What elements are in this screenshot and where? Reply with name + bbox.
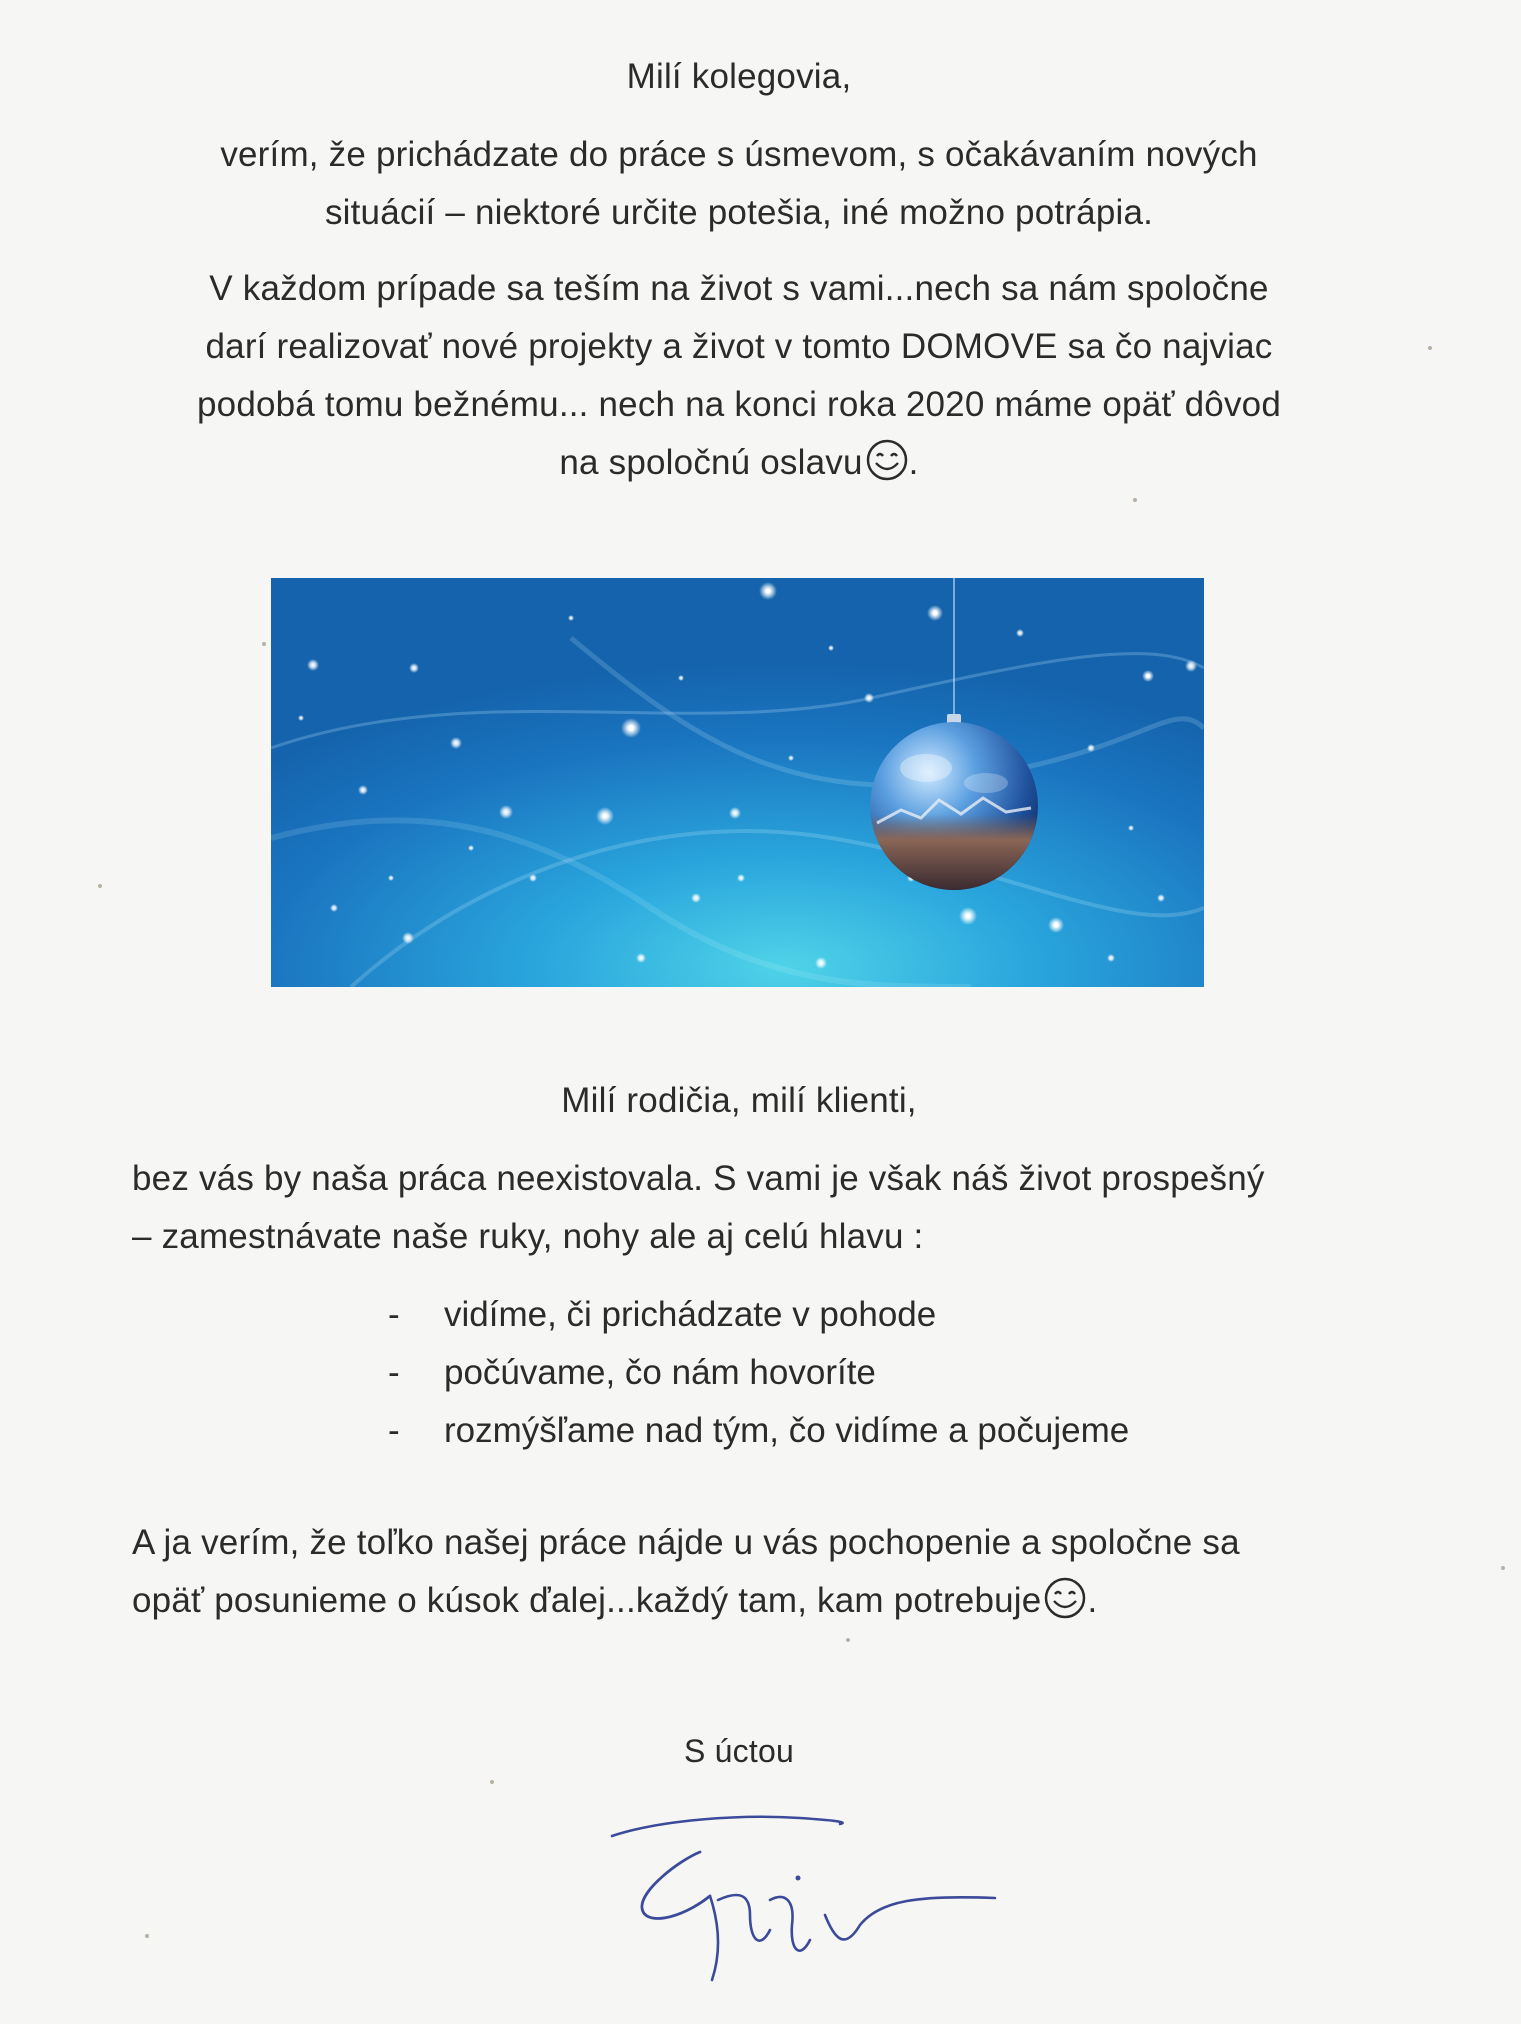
paragraph-2-line-3: podobá tomu bežnému... nech na konci roka 2020 máme opäť dôvod bbox=[196, 385, 1281, 424]
paragraph-2 bbox=[0, 260, 1478, 492]
bullet-item-text: rozmýšľame nad tým, čo vidíme a počujeme bbox=[444, 1411, 1130, 1450]
closing-text: S úctou bbox=[684, 1733, 794, 1769]
paper-speck bbox=[98, 884, 102, 888]
smiley-face-icon bbox=[1043, 1576, 1087, 1620]
paragraph-2-line-4-text: na spoločnú oslavu bbox=[559, 443, 863, 482]
greeting-colleagues: Milí kolegovia, bbox=[626, 57, 852, 96]
paragraph-3-line-2: – zamestnávate naše ruky, nohy ale aj celú hlavu : bbox=[132, 1217, 924, 1256]
paragraph-2-line-2: darí realizovať nové projekty a život v tomto DOMOVE sa čo najviac bbox=[205, 327, 1273, 366]
bullet-item bbox=[388, 1286, 1129, 1344]
paragraph-2-line-4 bbox=[0, 434, 1478, 492]
paragraph-2-period: . bbox=[908, 443, 919, 482]
christmas-ornament-image bbox=[271, 578, 1204, 987]
bullet-list bbox=[388, 1286, 1129, 1460]
paper-speck bbox=[1501, 1566, 1505, 1570]
paragraph-1 bbox=[0, 126, 1478, 242]
smiley-face-icon bbox=[865, 438, 909, 482]
paragraph-1-line-2: situácií – niektoré určite potešia, iné možno potrápia. bbox=[324, 193, 1154, 232]
handwritten-signature bbox=[600, 1800, 1020, 2000]
bullet-item bbox=[388, 1402, 1129, 1460]
paragraph-4-line-1: A ja verím, že toľko našej práce nájde u vás pochopenie a spoločne sa bbox=[132, 1523, 1240, 1562]
greeting-parents: Milí rodičia, milí klienti, bbox=[561, 1081, 917, 1120]
paper-speck bbox=[1133, 498, 1137, 502]
paragraph-4 bbox=[132, 1514, 1352, 1630]
paragraph-4-line-2 bbox=[132, 1572, 1352, 1630]
bullet-item-text: vidíme, či prichádzate v pohode bbox=[444, 1295, 937, 1334]
starry-sky-ornament-picture bbox=[271, 578, 1204, 987]
paragraph-4-line-2-text: opäť posunieme o kúsok ďalej...každý tam, kam potrebuje bbox=[132, 1581, 1042, 1620]
bullet-item-text: počúvame, čo nám hovoríte bbox=[444, 1353, 876, 1392]
paper-speck bbox=[490, 1780, 494, 1784]
paper-speck bbox=[846, 1638, 850, 1642]
paper-speck bbox=[1428, 346, 1432, 350]
paper-speck bbox=[262, 642, 266, 646]
paragraph-3-line-1: bez vás by naša práca neexistovala. S vami je však náš život prospešný bbox=[132, 1159, 1265, 1198]
paper-speck bbox=[145, 1934, 149, 1938]
bullet-dash: - bbox=[388, 1353, 400, 1392]
paragraph-1-line-1: verím, že prichádzate do práce s úsmevom, s očakávaním nových bbox=[220, 135, 1258, 174]
bullet-dash: - bbox=[388, 1295, 400, 1334]
bullet-dash: - bbox=[388, 1411, 400, 1450]
paragraph-3 bbox=[132, 1150, 1352, 1266]
paragraph-4-period: . bbox=[1087, 1581, 1098, 1620]
paragraph-2-line-1: V každom prípade sa teším na život s vami...nech sa nám spoločne bbox=[209, 269, 1269, 308]
bullet-item bbox=[388, 1344, 1129, 1402]
